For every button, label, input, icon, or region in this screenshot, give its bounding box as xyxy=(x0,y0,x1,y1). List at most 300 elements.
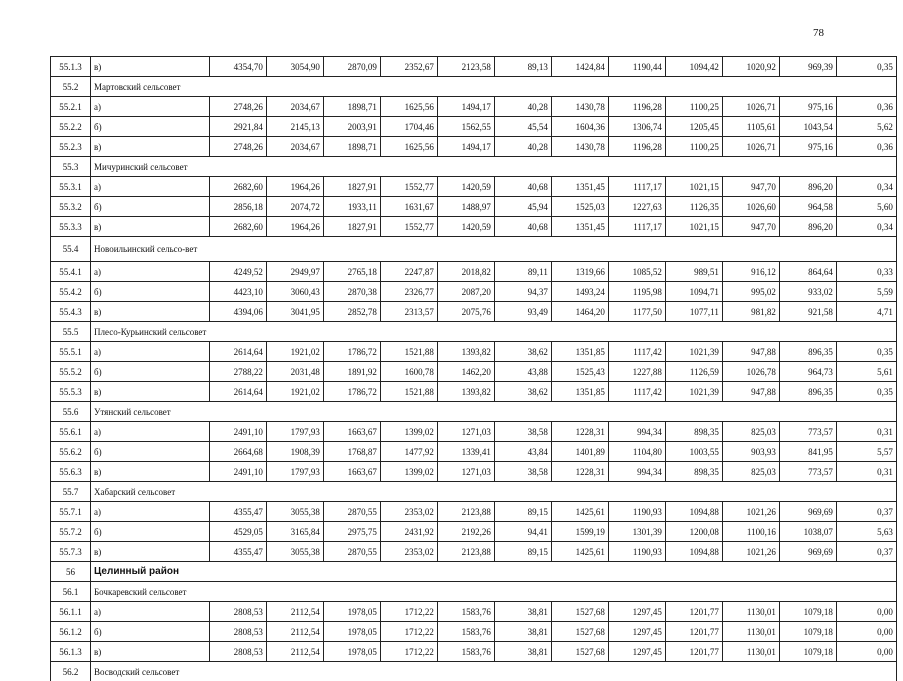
value-cell: 2112,54 xyxy=(266,622,323,642)
row-code: 55.4.1 xyxy=(51,262,91,282)
value-cell: 1021,26 xyxy=(722,502,779,522)
value-cell: 1094,42 xyxy=(665,57,722,77)
row-code: 56.2 xyxy=(51,662,91,681)
value-cell: 1552,77 xyxy=(380,177,437,197)
row-variant: в) xyxy=(91,382,210,402)
value-cell: 1195,98 xyxy=(608,282,665,302)
table-row xyxy=(51,217,897,237)
value-cell: 1351,85 xyxy=(551,382,608,402)
value-cell: 0,00 xyxy=(836,622,896,642)
value-cell: 1425,61 xyxy=(551,502,608,522)
value-cell: 964,58 xyxy=(779,197,836,217)
value-cell: 2614,64 xyxy=(209,342,266,362)
value-cell: 2808,53 xyxy=(209,642,266,662)
value-cell: 1712,22 xyxy=(380,602,437,622)
row-code: 55.3.3 xyxy=(51,217,91,237)
table-row xyxy=(51,602,897,622)
value-cell: 1196,28 xyxy=(608,137,665,157)
section-blank xyxy=(209,237,896,262)
value-cell: 1921,02 xyxy=(266,382,323,402)
section-row xyxy=(51,237,897,262)
value-cell: 2682,60 xyxy=(209,177,266,197)
value-cell: 38,58 xyxy=(494,462,551,482)
value-cell: 89,13 xyxy=(494,57,551,77)
value-cell: 3055,38 xyxy=(266,502,323,522)
value-cell: 947,70 xyxy=(722,177,779,197)
value-cell: 1003,55 xyxy=(665,442,722,462)
value-cell: 38,62 xyxy=(494,342,551,362)
value-cell: 5,62 xyxy=(836,117,896,137)
value-cell: 2682,60 xyxy=(209,217,266,237)
section-blank xyxy=(209,157,896,177)
value-cell: 1339,41 xyxy=(437,442,494,462)
value-cell: 1177,50 xyxy=(608,302,665,322)
row-code: 55.7 xyxy=(51,482,91,502)
section-row xyxy=(51,402,897,422)
value-cell: 1786,72 xyxy=(323,342,380,362)
row-variant: а) xyxy=(91,262,210,282)
value-cell: 1908,39 xyxy=(266,442,323,462)
value-cell: 1583,76 xyxy=(437,602,494,622)
value-cell: 1430,78 xyxy=(551,137,608,157)
value-cell: 43,88 xyxy=(494,362,551,382)
value-cell: 1301,39 xyxy=(608,522,665,542)
row-variant: в) xyxy=(91,137,210,157)
value-cell: 3165,84 xyxy=(266,522,323,542)
row-variant: в) xyxy=(91,57,210,77)
table-row xyxy=(51,462,897,482)
value-cell: 1797,93 xyxy=(266,422,323,442)
page-number: 78 xyxy=(800,27,824,39)
value-cell: 0,34 xyxy=(836,217,896,237)
value-cell: 1126,35 xyxy=(665,197,722,217)
value-cell: 2123,88 xyxy=(437,542,494,562)
value-cell: 964,73 xyxy=(779,362,836,382)
section-title: Мартовский сельсовет xyxy=(91,77,210,97)
value-cell: 1126,59 xyxy=(665,362,722,382)
value-cell: 1891,92 xyxy=(323,362,380,382)
value-cell: 5,61 xyxy=(836,362,896,382)
row-code: 56.1 xyxy=(51,582,91,602)
section-row xyxy=(51,77,897,97)
value-cell: 1525,43 xyxy=(551,362,608,382)
value-cell: 1190,93 xyxy=(608,542,665,562)
table-body xyxy=(51,57,897,681)
section-title: Бочкаревский сельсовет xyxy=(91,582,210,602)
value-cell: 898,35 xyxy=(665,422,722,442)
row-code: 55.7.1 xyxy=(51,502,91,522)
value-cell: 975,16 xyxy=(779,97,836,117)
value-cell: 1583,76 xyxy=(437,642,494,662)
table-row xyxy=(51,282,897,302)
value-cell: 1094,71 xyxy=(665,282,722,302)
row-code: 55.4.2 xyxy=(51,282,91,302)
row-code: 55.4.3 xyxy=(51,302,91,322)
value-cell: 1297,45 xyxy=(608,602,665,622)
table-row xyxy=(51,362,897,382)
row-variant: а) xyxy=(91,422,210,442)
value-cell: 1663,67 xyxy=(323,462,380,482)
row-variant: в) xyxy=(91,542,210,562)
value-cell: 947,88 xyxy=(722,342,779,362)
value-cell: 1319,66 xyxy=(551,262,608,282)
value-cell: 1583,76 xyxy=(437,622,494,642)
value-cell: 3055,38 xyxy=(266,542,323,562)
value-cell: 1827,91 xyxy=(323,217,380,237)
value-cell: 1117,42 xyxy=(608,342,665,362)
value-cell: 1351,45 xyxy=(551,217,608,237)
row-code: 55.5.3 xyxy=(51,382,91,402)
value-cell: 1712,22 xyxy=(380,642,437,662)
value-cell: 1026,71 xyxy=(722,137,779,157)
row-code: 55.5.1 xyxy=(51,342,91,362)
value-cell: 1201,77 xyxy=(665,642,722,662)
value-cell: 947,88 xyxy=(722,382,779,402)
value-cell: 1494,17 xyxy=(437,137,494,157)
value-cell: 1604,36 xyxy=(551,117,608,137)
row-code: 56 xyxy=(51,562,91,582)
value-cell: 45,54 xyxy=(494,117,551,137)
section-row xyxy=(51,582,897,602)
value-cell: 0,37 xyxy=(836,502,896,522)
value-cell: 1631,67 xyxy=(380,197,437,217)
value-cell: 994,34 xyxy=(608,422,665,442)
value-cell: 1130,01 xyxy=(722,622,779,642)
value-cell: 1420,59 xyxy=(437,217,494,237)
row-code: 55.2.2 xyxy=(51,117,91,137)
value-cell: 1921,02 xyxy=(266,342,323,362)
value-cell: 43,84 xyxy=(494,442,551,462)
value-cell: 2491,10 xyxy=(209,462,266,482)
row-code: 56.1.2 xyxy=(51,622,91,642)
value-cell: 2852,78 xyxy=(323,302,380,322)
value-cell: 1493,24 xyxy=(551,282,608,302)
value-cell: 0,33 xyxy=(836,262,896,282)
row-variant: в) xyxy=(91,217,210,237)
value-cell: 2087,20 xyxy=(437,282,494,302)
value-cell: 40,68 xyxy=(494,217,551,237)
value-cell: 38,58 xyxy=(494,422,551,442)
value-cell: 2431,92 xyxy=(380,522,437,542)
value-cell: 2123,58 xyxy=(437,57,494,77)
value-cell: 1271,03 xyxy=(437,422,494,442)
value-cell: 1038,07 xyxy=(779,522,836,542)
row-code: 55.7.3 xyxy=(51,542,91,562)
value-cell: 0,35 xyxy=(836,382,896,402)
value-cell: 1964,26 xyxy=(266,177,323,197)
value-cell: 1978,05 xyxy=(323,622,380,642)
value-cell: 0,00 xyxy=(836,602,896,622)
section-title: Восводский сельсовет xyxy=(91,662,210,681)
value-cell: 5,57 xyxy=(836,442,896,462)
value-cell: 3041,95 xyxy=(266,302,323,322)
row-variant: в) xyxy=(91,642,210,662)
value-cell: 1021,39 xyxy=(665,342,722,362)
row-variant: б) xyxy=(91,117,210,137)
value-cell: 1521,88 xyxy=(380,382,437,402)
value-cell: 1306,74 xyxy=(608,117,665,137)
value-cell: 2123,88 xyxy=(437,502,494,522)
value-cell: 1228,31 xyxy=(551,422,608,442)
value-cell: 921,58 xyxy=(779,302,836,322)
value-cell: 0,37 xyxy=(836,542,896,562)
value-cell: 1424,84 xyxy=(551,57,608,77)
table-row xyxy=(51,117,897,137)
value-cell: 981,82 xyxy=(722,302,779,322)
value-cell: 2614,64 xyxy=(209,382,266,402)
value-cell: 1430,78 xyxy=(551,97,608,117)
section-row xyxy=(51,662,897,681)
value-cell: 2031,48 xyxy=(266,362,323,382)
value-cell: 995,02 xyxy=(722,282,779,302)
table-row xyxy=(51,262,897,282)
value-cell: 1464,20 xyxy=(551,302,608,322)
value-cell: 40,28 xyxy=(494,97,551,117)
table-row xyxy=(51,442,897,462)
value-cell: 1663,67 xyxy=(323,422,380,442)
value-cell: 903,93 xyxy=(722,442,779,462)
table-row xyxy=(51,422,897,442)
value-cell: 1130,01 xyxy=(722,602,779,622)
value-cell: 2112,54 xyxy=(266,642,323,662)
value-cell: 1898,71 xyxy=(323,137,380,157)
value-cell: 1978,05 xyxy=(323,642,380,662)
value-cell: 1978,05 xyxy=(323,602,380,622)
value-cell: 4355,47 xyxy=(209,502,266,522)
table-row xyxy=(51,502,897,522)
value-cell: 0,35 xyxy=(836,342,896,362)
value-cell: 0,35 xyxy=(836,57,896,77)
value-cell: 841,95 xyxy=(779,442,836,462)
value-cell: 2748,26 xyxy=(209,137,266,157)
value-cell: 1599,19 xyxy=(551,522,608,542)
value-cell: 2018,82 xyxy=(437,262,494,282)
section-blank xyxy=(209,402,896,422)
value-cell: 1205,45 xyxy=(665,117,722,137)
value-cell: 1130,01 xyxy=(722,642,779,662)
table-row xyxy=(51,642,897,662)
value-cell: 38,62 xyxy=(494,382,551,402)
value-cell: 896,35 xyxy=(779,342,836,362)
value-cell: 2788,22 xyxy=(209,362,266,382)
value-cell: 1043,54 xyxy=(779,117,836,137)
value-cell: 896,20 xyxy=(779,217,836,237)
value-cell: 1401,89 xyxy=(551,442,608,462)
row-code: 55.3.1 xyxy=(51,177,91,197)
value-cell: 1271,03 xyxy=(437,462,494,482)
value-cell: 94,41 xyxy=(494,522,551,542)
value-cell: 1525,03 xyxy=(551,197,608,217)
value-cell: 89,11 xyxy=(494,262,551,282)
value-cell: 2074,72 xyxy=(266,197,323,217)
row-code: 55.4 xyxy=(51,237,91,262)
value-cell: 2352,67 xyxy=(380,57,437,77)
row-code: 55.3 xyxy=(51,157,91,177)
value-cell: 1196,28 xyxy=(608,97,665,117)
value-cell: 1021,26 xyxy=(722,542,779,562)
value-cell: 40,68 xyxy=(494,177,551,197)
value-cell: 975,16 xyxy=(779,137,836,157)
value-cell: 2034,67 xyxy=(266,137,323,157)
value-cell: 1399,02 xyxy=(380,462,437,482)
value-cell: 5,59 xyxy=(836,282,896,302)
row-code: 55.5 xyxy=(51,322,91,342)
value-cell: 969,69 xyxy=(779,502,836,522)
value-cell: 1077,11 xyxy=(665,302,722,322)
table-row xyxy=(51,542,897,562)
value-cell: 1420,59 xyxy=(437,177,494,197)
section-blank xyxy=(209,562,896,582)
value-cell: 1562,55 xyxy=(437,117,494,137)
value-cell: 2664,68 xyxy=(209,442,266,462)
value-cell: 45,94 xyxy=(494,197,551,217)
table-row xyxy=(51,622,897,642)
value-cell: 933,02 xyxy=(779,282,836,302)
value-cell: 1393,82 xyxy=(437,382,494,402)
value-cell: 4394,06 xyxy=(209,302,266,322)
value-cell: 2003,91 xyxy=(323,117,380,137)
value-cell: 1351,45 xyxy=(551,177,608,197)
value-cell: 2856,18 xyxy=(209,197,266,217)
value-cell: 1100,16 xyxy=(722,522,779,542)
value-cell: 1079,18 xyxy=(779,642,836,662)
value-cell: 1552,77 xyxy=(380,217,437,237)
value-cell: 1117,17 xyxy=(608,217,665,237)
value-cell: 1477,92 xyxy=(380,442,437,462)
value-cell: 1351,85 xyxy=(551,342,608,362)
table-row xyxy=(51,522,897,542)
table-row xyxy=(51,197,897,217)
value-cell: 1600,78 xyxy=(380,362,437,382)
row-code: 56.1.1 xyxy=(51,602,91,622)
row-code: 55.6.2 xyxy=(51,442,91,462)
row-code: 55.5.2 xyxy=(51,362,91,382)
table-row xyxy=(51,57,897,77)
value-cell: 1786,72 xyxy=(323,382,380,402)
row-code: 55.1.3 xyxy=(51,57,91,77)
row-code: 55.2.3 xyxy=(51,137,91,157)
value-cell: 2870,55 xyxy=(323,502,380,522)
value-cell: 4529,05 xyxy=(209,522,266,542)
section-row xyxy=(51,157,897,177)
value-cell: 3060,43 xyxy=(266,282,323,302)
value-cell: 1494,17 xyxy=(437,97,494,117)
value-cell: 2870,09 xyxy=(323,57,380,77)
row-variant: а) xyxy=(91,177,210,197)
value-cell: 0,36 xyxy=(836,137,896,157)
row-code: 55.7.2 xyxy=(51,522,91,542)
value-cell: 2326,77 xyxy=(380,282,437,302)
value-cell: 0,36 xyxy=(836,97,896,117)
table-row xyxy=(51,177,897,197)
value-cell: 1094,88 xyxy=(665,502,722,522)
value-cell: 2748,26 xyxy=(209,97,266,117)
value-cell: 4355,47 xyxy=(209,542,266,562)
value-cell: 1625,56 xyxy=(380,137,437,157)
row-variant: б) xyxy=(91,362,210,382)
section-blank xyxy=(209,482,896,502)
row-code: 56.1.3 xyxy=(51,642,91,662)
value-cell: 89,15 xyxy=(494,542,551,562)
table-row xyxy=(51,137,897,157)
value-cell: 773,57 xyxy=(779,462,836,482)
section-title: Новоильинский сельсо-вет xyxy=(91,237,210,262)
value-cell: 1827,91 xyxy=(323,177,380,197)
value-cell: 1462,20 xyxy=(437,362,494,382)
value-cell: 4423,10 xyxy=(209,282,266,302)
value-cell: 2765,18 xyxy=(323,262,380,282)
row-variant: б) xyxy=(91,197,210,217)
table-row xyxy=(51,302,897,322)
value-cell: 1085,52 xyxy=(608,262,665,282)
value-cell: 2921,84 xyxy=(209,117,266,137)
value-cell: 2353,02 xyxy=(380,502,437,522)
value-cell: 2247,87 xyxy=(380,262,437,282)
value-cell: 898,35 xyxy=(665,462,722,482)
value-cell: 1527,68 xyxy=(551,642,608,662)
value-cell: 1021,15 xyxy=(665,217,722,237)
section-blank xyxy=(209,662,896,681)
row-variant: в) xyxy=(91,302,210,322)
value-cell: 1026,78 xyxy=(722,362,779,382)
value-cell: 1712,22 xyxy=(380,622,437,642)
value-cell: 2870,55 xyxy=(323,542,380,562)
value-cell: 2145,13 xyxy=(266,117,323,137)
district-row xyxy=(51,562,897,582)
value-cell: 1297,45 xyxy=(608,622,665,642)
row-code: 55.3.2 xyxy=(51,197,91,217)
row-variant: в) xyxy=(91,462,210,482)
row-variant: б) xyxy=(91,442,210,462)
value-cell: 1021,15 xyxy=(665,177,722,197)
value-cell: 916,12 xyxy=(722,262,779,282)
value-cell: 1201,77 xyxy=(665,602,722,622)
row-variant: а) xyxy=(91,502,210,522)
value-cell: 2313,57 xyxy=(380,302,437,322)
value-cell: 1026,60 xyxy=(722,197,779,217)
value-cell: 94,37 xyxy=(494,282,551,302)
value-cell: 1527,68 xyxy=(551,622,608,642)
row-code: 55.6 xyxy=(51,402,91,422)
value-cell: 2808,53 xyxy=(209,602,266,622)
value-cell: 1425,61 xyxy=(551,542,608,562)
value-cell: 1521,88 xyxy=(380,342,437,362)
value-cell: 1399,02 xyxy=(380,422,437,442)
row-code: 55.6.1 xyxy=(51,422,91,442)
section-row xyxy=(51,482,897,502)
value-cell: 2112,54 xyxy=(266,602,323,622)
value-cell: 1227,88 xyxy=(608,362,665,382)
value-cell: 2075,76 xyxy=(437,302,494,322)
value-cell: 994,34 xyxy=(608,462,665,482)
value-cell: 989,51 xyxy=(665,262,722,282)
row-variant: а) xyxy=(91,97,210,117)
table-row xyxy=(51,342,897,362)
district-title: Целинный район xyxy=(91,562,210,582)
value-cell: 4,71 xyxy=(836,302,896,322)
section-row xyxy=(51,322,897,342)
value-cell: 1768,87 xyxy=(323,442,380,462)
value-cell: 896,20 xyxy=(779,177,836,197)
value-cell: 1393,82 xyxy=(437,342,494,362)
value-cell: 1100,25 xyxy=(665,137,722,157)
value-cell: 825,03 xyxy=(722,462,779,482)
value-cell: 1625,56 xyxy=(380,97,437,117)
value-cell: 1898,71 xyxy=(323,97,380,117)
value-cell: 1117,17 xyxy=(608,177,665,197)
value-cell: 1527,68 xyxy=(551,602,608,622)
value-cell: 1200,08 xyxy=(665,522,722,542)
